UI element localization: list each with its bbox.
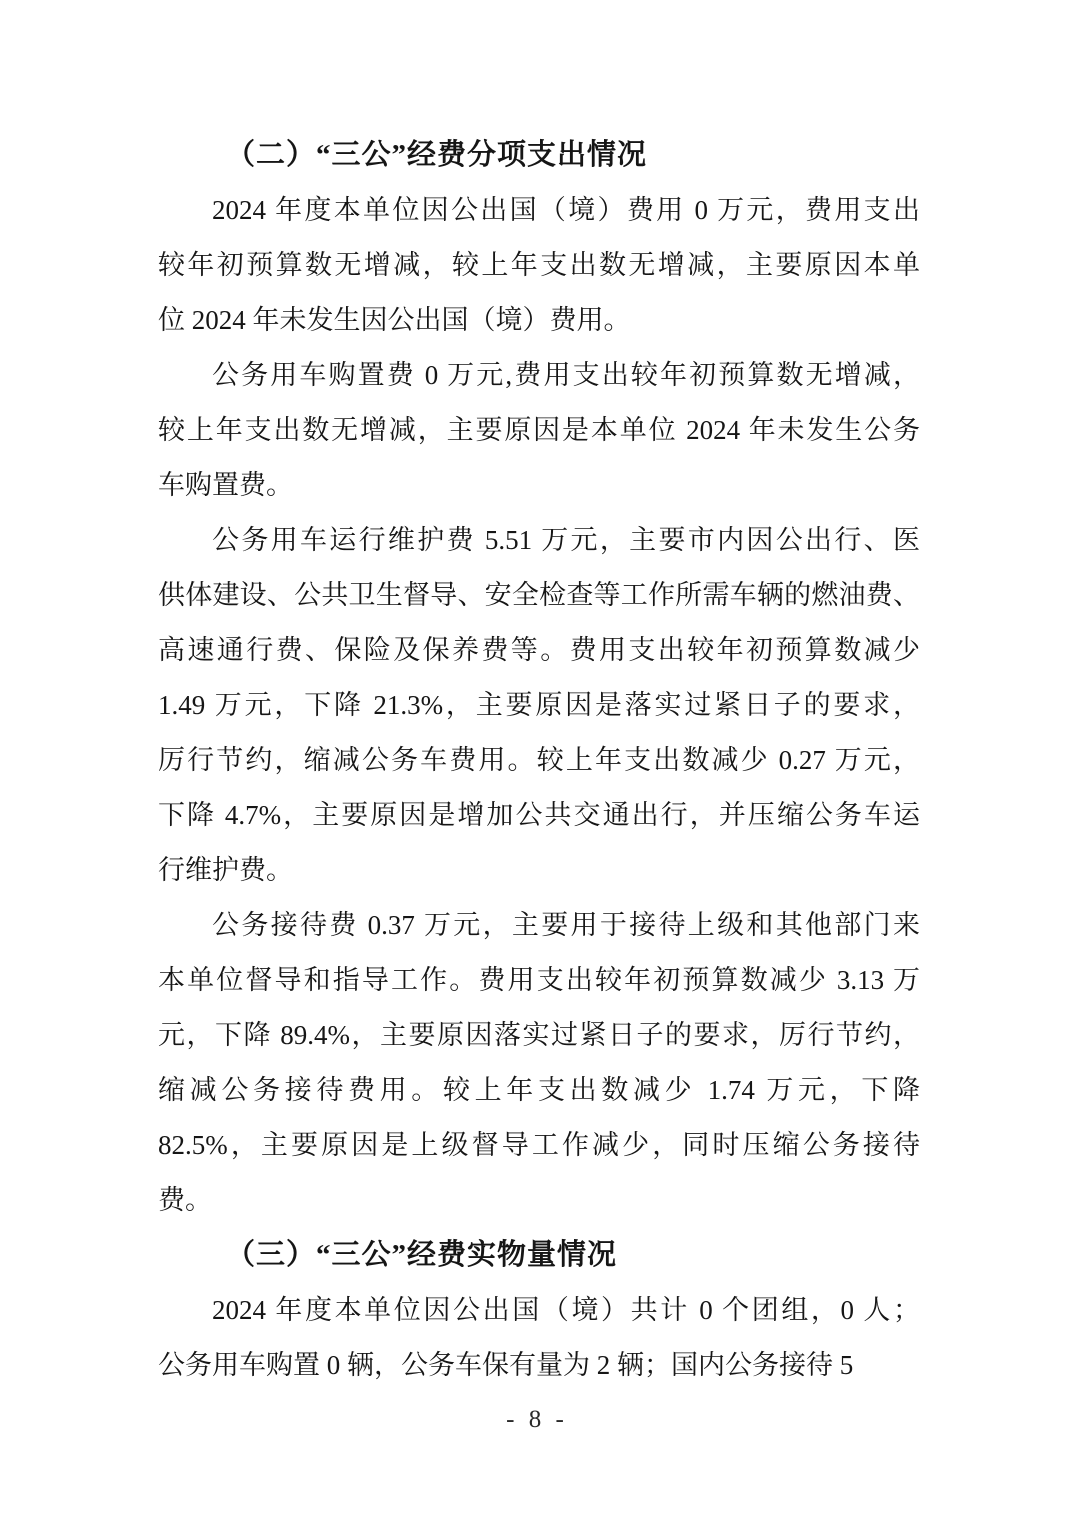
paragraph-line: 2024 年度本单位因公出国（境）费用 0 万元，费用支出: [212, 195, 920, 225]
paragraph-line: 公务接待费 0.37 万元，主要用于接待上级和其他部门来: [212, 910, 920, 940]
paragraph-line: 元，下降 89.4%，主要原因落实过紧日子的要求，厉行节约，: [158, 1020, 920, 1050]
section-heading: （三）“三公”经费实物量情况: [226, 1239, 618, 1271]
paragraph-line: 公务用车购置费 0 万元,费用支出较年初预算数无增减，: [212, 360, 920, 390]
page-number: - 8 -: [506, 1406, 568, 1433]
paragraph-line: 供体建设、公共卫生督导、安全检查等工作所需车辆的燃油费、: [158, 580, 920, 610]
paragraph-line: 1.49 万元，下降 21.3%，主要原因是落实过紧日子的要求，: [158, 690, 920, 720]
paragraph-line: 较上年支出数无增减，主要原因是本单位 2024 年未发生公务: [158, 415, 920, 445]
paragraph-line: 缩减公务接待费用。较上年支出数减少 1.74 万元，下降: [158, 1075, 920, 1105]
paragraph-line: 较年初预算数无增减，较上年支出数无增减，主要原因本单: [158, 250, 920, 280]
paragraph-line: 行维护费。: [158, 855, 293, 885]
paragraph-line: 公务用车运行维护费 5.51 万元，主要市内因公出行、医: [212, 525, 920, 555]
paragraph-line: 厉行节约，缩减公务车费用。较上年支出数减少 0.27 万元，: [158, 745, 920, 775]
page-footer: [0, 1400, 1074, 1440]
paragraph-line: 位 2024 年未发生因公出国（境）费用。: [158, 305, 631, 335]
paragraph-line: 本单位督导和指导工作。费用支出较年初预算数减少 3.13 万: [158, 965, 920, 995]
document-content: [158, 128, 920, 1393]
paragraph-line: 2024 年度本单位因公出国（境）共计 0 个团组，0 人；: [212, 1295, 920, 1325]
paragraph-line: 车购置费。: [158, 470, 293, 500]
section-heading: （二）“三公”经费分项支出情况: [226, 139, 648, 171]
paragraph-line: 下降 4.7%，主要原因是增加公共交通出行，并压缩公务车运: [158, 800, 920, 830]
paragraph-line: 高速通行费、保险及保养费等。费用支出较年初预算数减少: [158, 635, 920, 665]
paragraph-line: 费。: [158, 1185, 212, 1215]
paragraph-line: 公务用车购置 0 辆，公务车保有量为 2 辆；国内公务接待 5: [158, 1350, 854, 1380]
paragraph-line: 82.5%，主要原因是上级督导工作减少，同时压缩公务接待: [158, 1130, 920, 1160]
